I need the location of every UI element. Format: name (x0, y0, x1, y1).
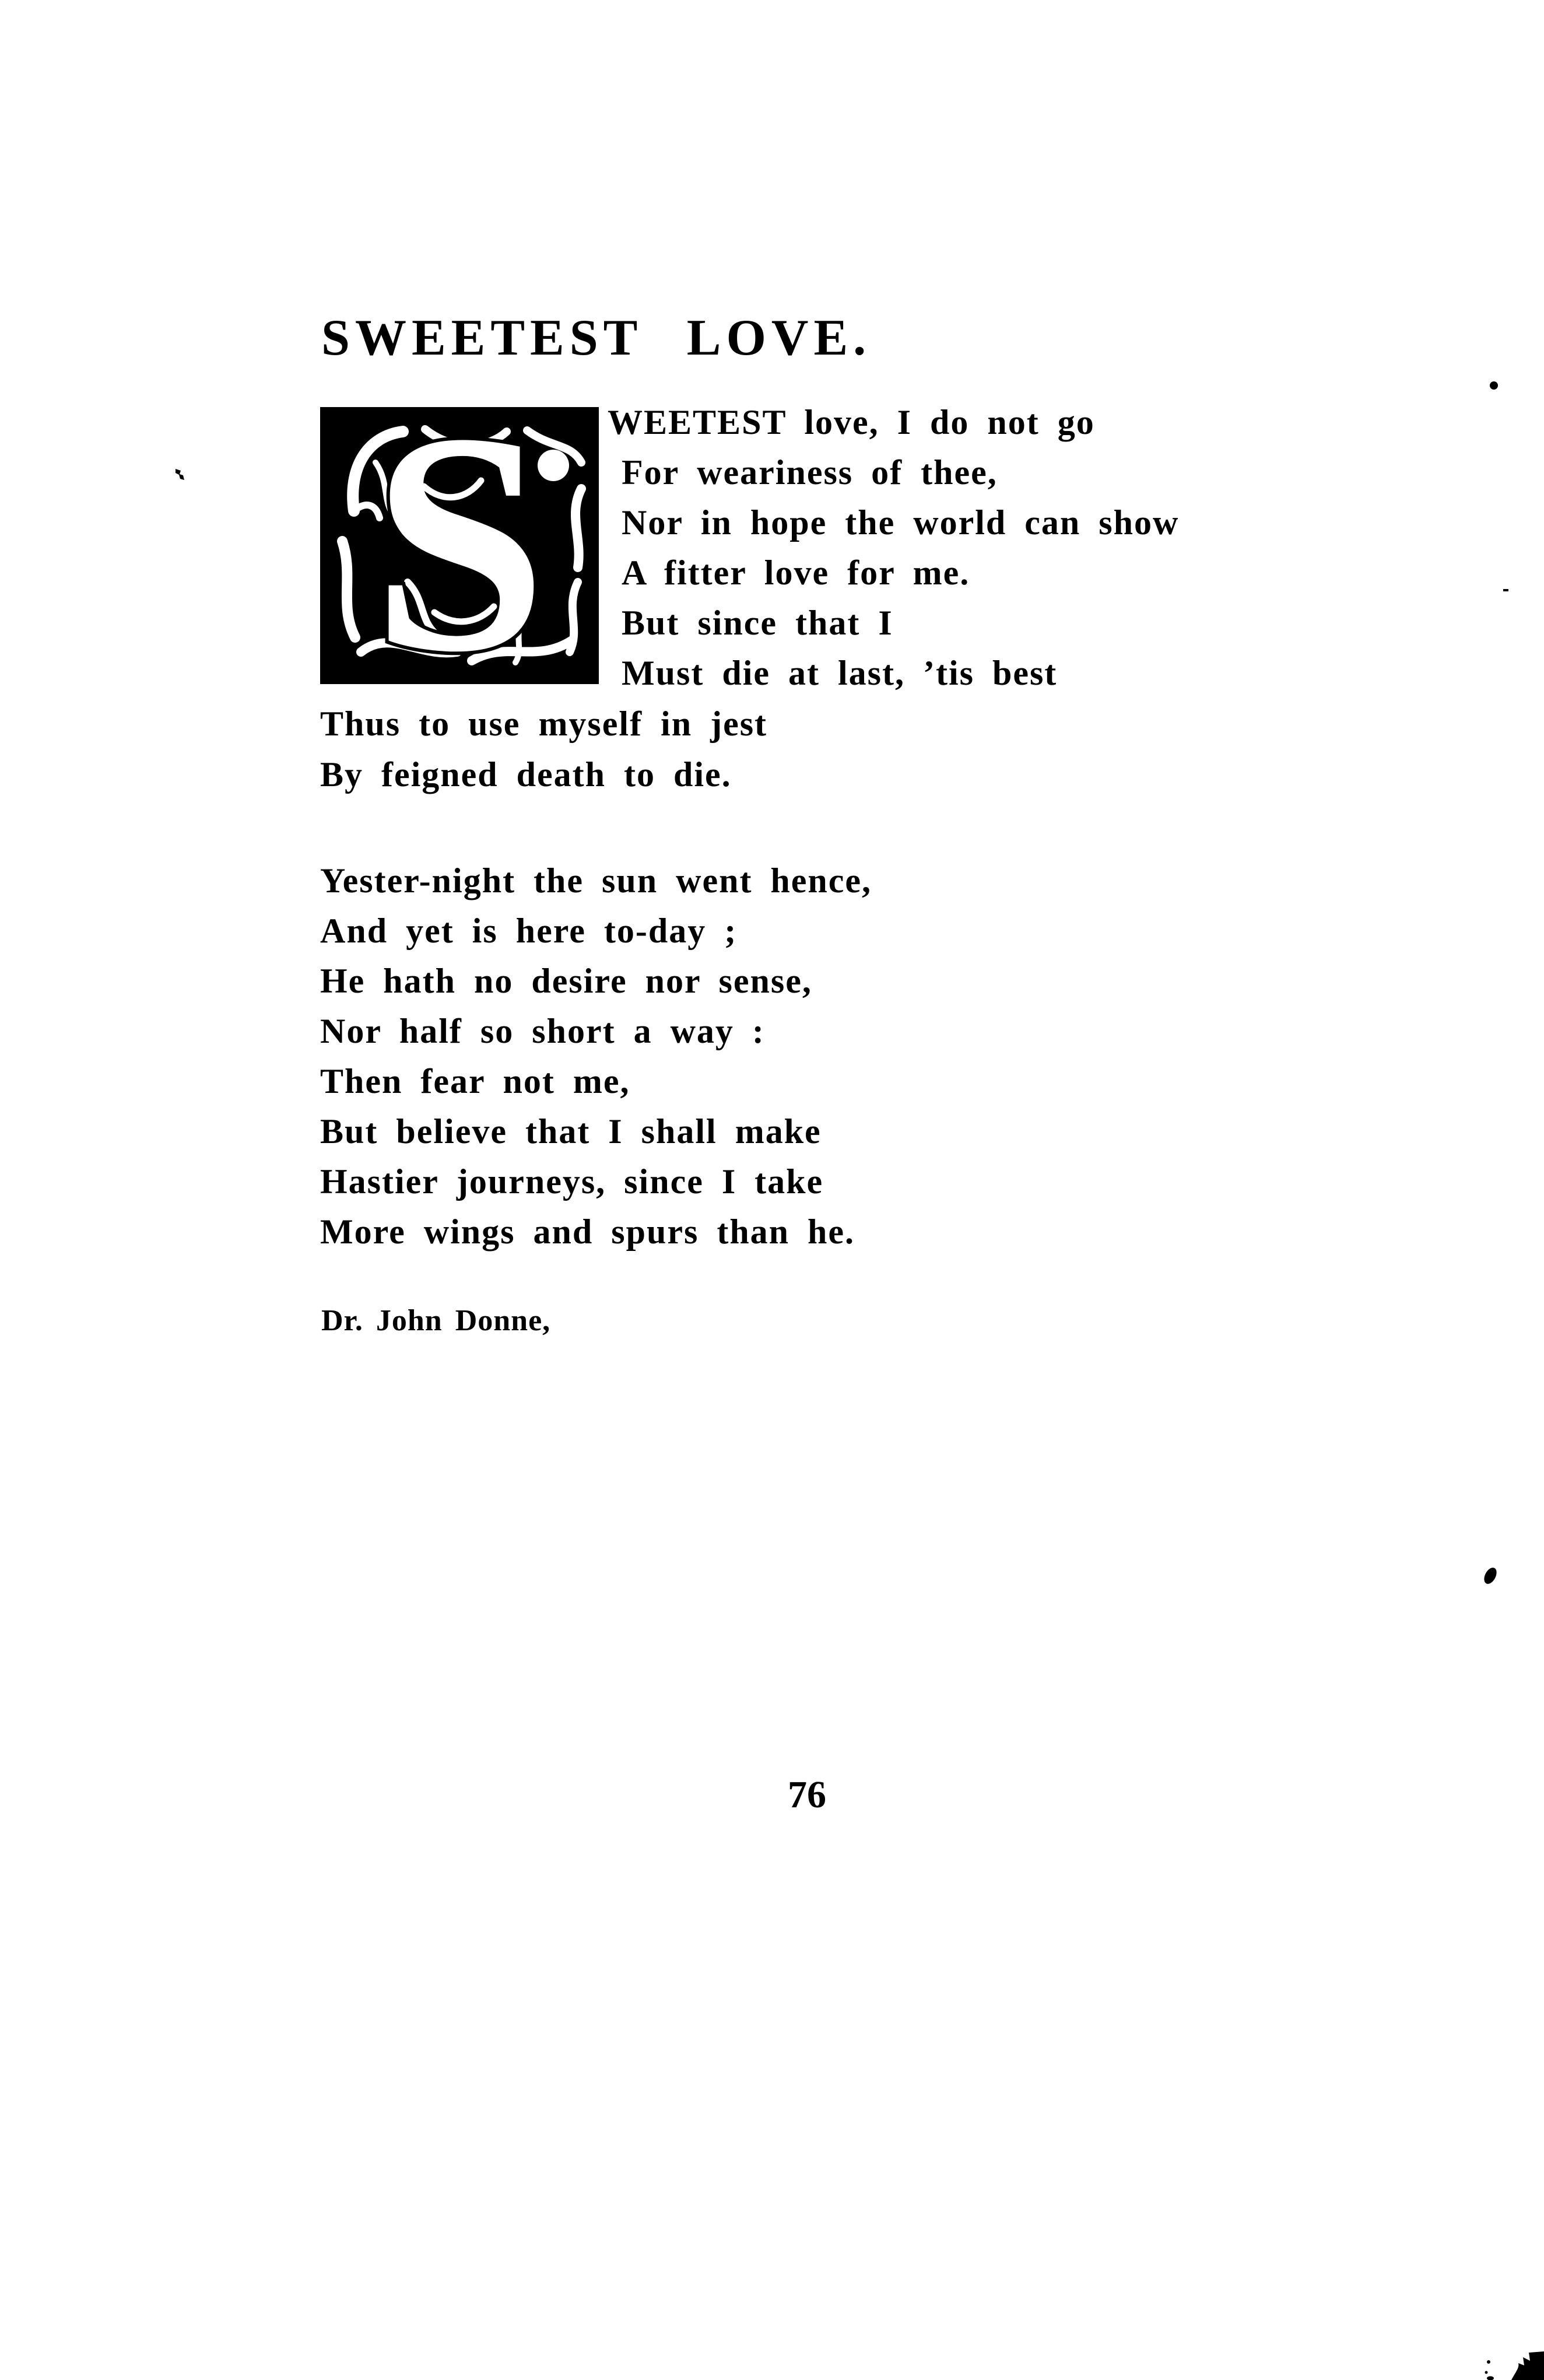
stanza-2 (320, 856, 872, 1257)
poem-line: But believe that I shall make (320, 1112, 822, 1151)
ink-speck (1485, 2371, 1488, 2374)
poem-line: And yet is here to-day ; (320, 912, 738, 950)
stanza-1-beside-dropcap (608, 397, 1179, 698)
poem-line: Thus to use myself in jest (320, 704, 768, 743)
stanza-1-continued (320, 699, 767, 800)
ornamental-initial (320, 407, 599, 684)
ink-speck (1503, 589, 1508, 591)
poem-line: Then fear not me, (320, 1062, 630, 1100)
poem-line: For weariness of thee, (622, 453, 998, 492)
poem-line: Yester-night the sun went hence, (320, 861, 872, 900)
dropcap-letter: S (371, 407, 548, 684)
poem-line: Nor half so short a way : (320, 1012, 765, 1050)
poem-title: SWEETEST LOVE. (321, 310, 872, 366)
poem-line: More wings and spurs than he. (320, 1212, 855, 1251)
poem-line: Nor in hope the world can show (622, 503, 1180, 542)
poem-line: Hastier journeys, since I take (320, 1162, 824, 1201)
dropcap-woodcut-icon (320, 407, 599, 684)
poem-line: But since that I (622, 604, 893, 642)
ink-speck (1482, 1566, 1499, 1586)
ink-speck (176, 469, 184, 480)
ink-speck (1487, 2377, 1494, 2380)
poem-attribution: Dr. John Donne, (321, 1304, 551, 1337)
poem-line: A fitter love for me. (622, 553, 970, 592)
poem-line: By feigned death to die. (320, 755, 732, 794)
poem-line: WEETEST love, I do not go (608, 403, 1095, 441)
poem-line: He hath no desire nor sense, (320, 962, 812, 1000)
page-number: 76 (788, 1773, 826, 1816)
ink-speck (1490, 381, 1498, 390)
ink-speck (1487, 2360, 1490, 2364)
ink-blot-corner (1511, 2351, 1544, 2380)
poem-line: Must die at last, ’tis best (622, 654, 1058, 692)
